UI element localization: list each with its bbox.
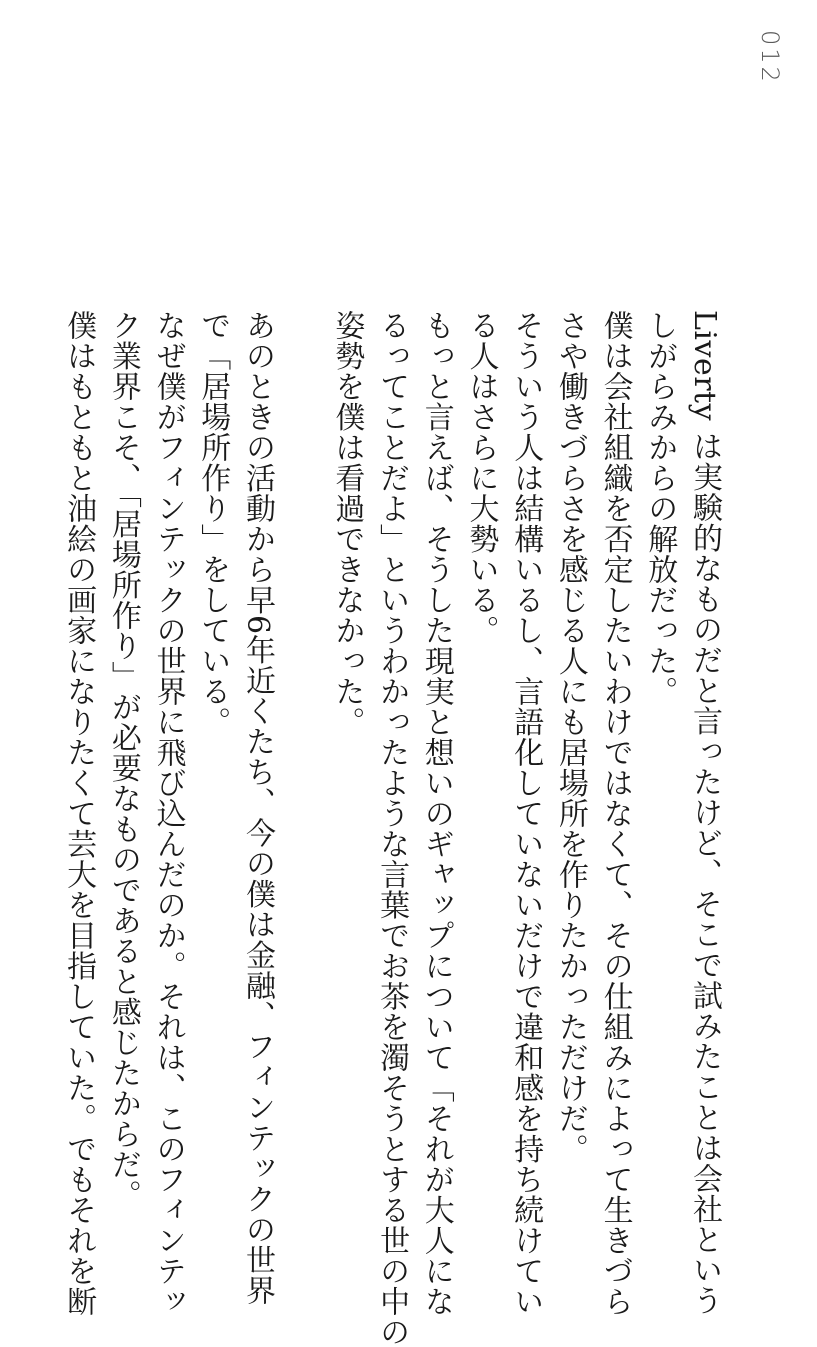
text-line: 姿勢を僕は看過できなかった。 [329, 310, 365, 737]
text-line: るってことだよ」というわかったような言葉でお茶を濁そうとする世の中の [374, 310, 410, 1347]
text-line: 僕はもともと油絵の画家になりたくて芸大を目指していた。でもそれを断 [61, 310, 97, 1317]
page-number: 012 [756, 30, 784, 85]
text-line: なぜ僕がフィンテックの世界に飛び込んだのか。それは、このフィンテッ [150, 310, 186, 1317]
text-line: 僕は会社組織を否定したいわけではなくて、その仕組みによって生きづら [597, 310, 633, 1317]
text-line: そういう人は結構いるし、言語化していないだけで違和感を持ち続けてい [508, 310, 544, 1317]
text-line: あのときの活動から早6年近くたち、今の僕は金融、フィンテックの世界 [239, 310, 275, 1306]
vertical-body-text [61, 310, 726, 1347]
text-line: さや働きづらさを感じる人にも居場所を作りたかっただけだ。 [552, 310, 588, 1164]
text-line: で「居場所作り」をしている。 [195, 310, 231, 737]
text-line: もっと言えば、そうした現実と想いのギャップについて「それが大人にな [418, 310, 454, 1317]
text-line: しがらみからの解放だった。 [642, 310, 678, 707]
text-line: ク業界こそ、「居場所作り」が必要なものであると感じたからだ。 [105, 310, 141, 1210]
paragraph-gap [279, 310, 324, 1050]
text-line: る人はさらに大勢いる。 [463, 310, 499, 646]
text-line: Liverty は実験的なものだと言ったけど、そこで試みたことは会社という [687, 310, 722, 1316]
